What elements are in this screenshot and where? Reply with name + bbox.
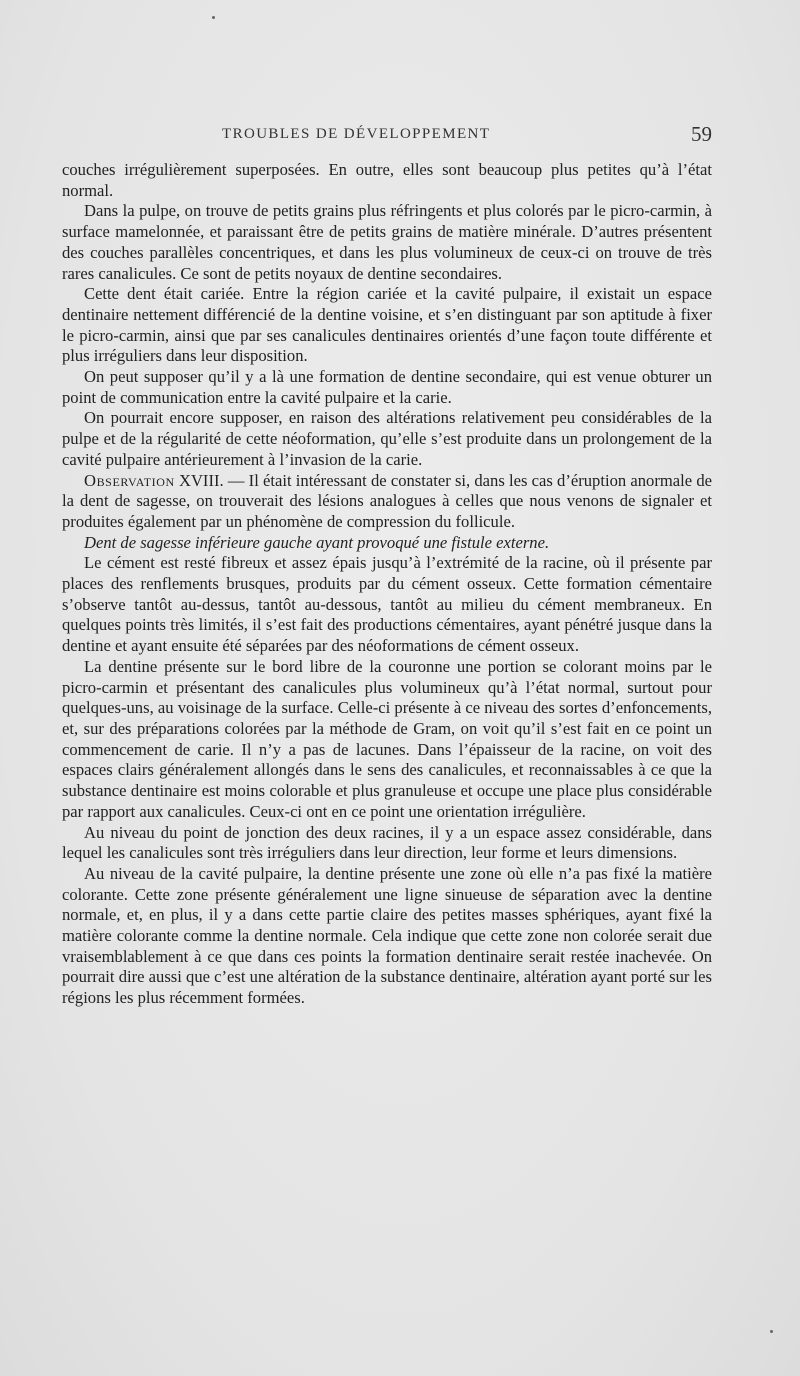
specimen-caption: Dent de sagesse inférieure gauche ayant provoqué une fistule externe. bbox=[84, 532, 550, 552]
body-text bbox=[62, 160, 712, 1009]
paragraph: Au niveau de la cavité pulpaire, la dentine présente une zone où elle n’a pas fixé la matière colorante. Cette zone présente généralement une ligne sinueuse de séparation avec la dentine normale, et, en plus, il y a dans cette partie claire des petites masses sphériques, ayant fixé la matière colorante comme la dentine normale. Cela indique que cette zone non colorée serait due vraisemblablement à ce que dans ces points la formation dentinaire serait restée inachevée. On pourrait dire aussi que c’est une altération de la substance dentinaire, altération ayant porté sur les régions les plus récemment formées. bbox=[62, 863, 712, 1008]
paragraph: La dentine présente sur le bord libre de la couronne une portion se colorant moins par le picro-carmin et présentant des canalicules plus volumineux qu’à l’état normal, surtout pour quelques-uns, au voisinage de la surface. Celle-ci présente à ce niveau des sortes d’enfoncements, et, sur des préparations colorées par la méthode de Gram, on voit qu’il s’est fait en ce point un commencement de carie. Il n’y a pas de lacunes. Dans l’épaisseur de la racine, on voit des espaces clairs généralement allongés dans le sens des canalicules, et reconnaissables à ce que la substance dentinaire est moins colorable et plus granuleuse et occupe une place plus considérable par rapport aux canalicules. Ceux-ci ont en ce point une orientation irrégulière. bbox=[62, 656, 712, 821]
paragraph: Cette dent était cariée. Entre la région cariée et la cavité pulpaire, il existait un espace dentinaire nettement différencié de la dentine voisine, et s’en distinguant par son aptitude à fixer le picro-carmin, ainsi que par ses canalicules dentinaires orientés d’une façon toute différente et plus irréguliers dans leur disposition. bbox=[62, 284, 712, 366]
paragraph: On peut supposer qu’il y a là une formation de dentine secondaire, qui est venue obturer un point de communication entre la cavité pulpaire et la carie. bbox=[62, 367, 712, 407]
page-header bbox=[62, 122, 712, 152]
running-title: TROUBLES DE DÉVELOPPEMENT bbox=[222, 126, 491, 142]
observation-paragraph bbox=[62, 471, 712, 533]
page-number: 59 bbox=[691, 122, 712, 146]
speck-mark bbox=[770, 1330, 773, 1333]
paragraph: On pourrait encore supposer, en raison des altérations relativement peu considérables de la pulpe et de la régularité de cette néoformation, qu’elle s’est produite dans un prolongement de la cavité pulpaire antérieurement à l’invasion de la carie. bbox=[62, 408, 712, 469]
paragraph: Dans la pulpe, on trouve de petits grains plus réfringents et plus colorés par le picro-carmin, à surface mamelonnée, et paraissant être de petits grains de matière minérale. D’autres présentent des couches parallèles concentriques, et dans les plus volumineux de ceux-ci on trouve de très rares canalicules. Ce sont de petits noyaux de dentine secondaires. bbox=[62, 201, 712, 283]
observation-label: Observation bbox=[84, 470, 175, 490]
paragraph: couches irrégulièrement superposées. En outre, elles sont beaucoup plus petites qu’à l’état normal. bbox=[62, 160, 712, 200]
speck-mark bbox=[212, 16, 215, 19]
observation-text: XVIII. — Il était intéressant de constater si, dans les cas d’éruption anormale de la dent de sagesse, on trouverait des lésions analogues à celles que nous venons de signaler et produites également par un phénomène de compression du follicule. bbox=[62, 470, 712, 531]
paragraph: Au niveau du point de jonction des deux racines, il y a un espace assez considérable, dans lequel les canalicules sont très irréguliers dans leur direction, leur forme et leurs dimensions. bbox=[62, 822, 712, 863]
paragraph: Le cément est resté fibreux et assez épais jusqu’à l’extrémité de la racine, où il présente par places des renflements brusques, produits par du cément osseux. Cette formation cémentaire s’observe tantôt au-dessus, tantôt au-dessous, tantôt au milieu du cément membraneux. En quelques points très limités, il s’est fait des productions cémentaires, ayant pénétré jusque dans la dentine et ayant ensuite été séparées par des néoformations de cément osseux. bbox=[62, 553, 712, 656]
